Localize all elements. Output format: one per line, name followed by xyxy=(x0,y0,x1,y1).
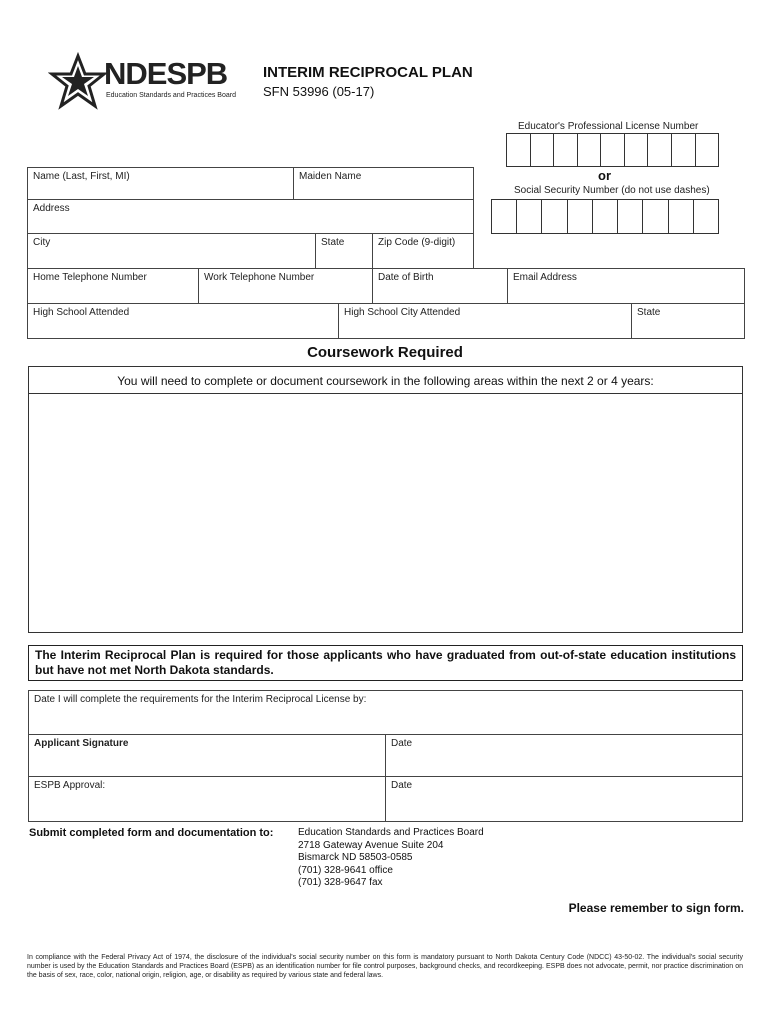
address-line: 2718 Gateway Avenue Suite 204 xyxy=(298,839,444,851)
hs-attended-field[interactable] xyxy=(27,303,339,339)
zip-label: Zip Code (9-digit) xyxy=(378,237,456,248)
dob-field[interactable] xyxy=(372,268,508,304)
name-label: Name (Last, First, MI) xyxy=(33,171,130,182)
ssn-field[interactable] xyxy=(491,199,719,234)
address-line: (701) 328-9641 office xyxy=(298,864,393,876)
hs-attended-label: High School Attended xyxy=(33,307,130,318)
applicant-signature-field[interactable] xyxy=(28,734,386,777)
home-phone-field[interactable] xyxy=(27,268,199,304)
completion-date-label: Date I will complete the requirements for the Interim Reciprocal License by: xyxy=(34,694,367,705)
work-phone-label: Work Telephone Number xyxy=(204,272,315,283)
coursework-heading: Coursework Required xyxy=(307,344,463,361)
signature-date-field[interactable] xyxy=(385,734,743,777)
hs-city-field[interactable] xyxy=(338,303,632,339)
submit-label: Submit completed form and documentation to: xyxy=(29,827,274,839)
ssn-label: Social Security Number (do not use dashes) xyxy=(514,185,710,196)
hs-city-label: High School City Attended xyxy=(344,307,461,318)
city-label: City xyxy=(33,237,51,248)
notice-text: The Interim Reciprocal Plan is required for those applicants who have graduated from out-of-state education institutions but have not met North Dakota standards. xyxy=(35,648,736,677)
notice-box xyxy=(28,645,743,681)
coursework-instruction-box xyxy=(28,366,743,394)
or-text: or xyxy=(598,168,611,183)
coursework-area[interactable] xyxy=(28,393,743,633)
work-phone-field[interactable] xyxy=(198,268,373,304)
completion-date-field[interactable] xyxy=(28,690,743,735)
address-line: Bismarck ND 58503-0585 xyxy=(298,852,413,863)
logo-subtitle: Education Standards and Practices Board xyxy=(106,92,236,99)
address-field[interactable] xyxy=(27,199,474,234)
approval-date-field[interactable] xyxy=(385,776,743,822)
hs-state-label: State xyxy=(637,307,661,318)
submit-address xyxy=(298,827,484,890)
espb-approval-label: ESPB Approval: xyxy=(34,780,106,791)
license-number-field[interactable] xyxy=(506,133,719,167)
name-field[interactable] xyxy=(27,167,294,200)
city-field[interactable] xyxy=(27,233,316,269)
state-label: State xyxy=(321,237,345,248)
form-number: SFN 53996 (05-17) xyxy=(263,84,375,99)
email-label: Email Address xyxy=(513,272,577,283)
privacy-notice: In compliance with the Federal Privacy Act of 1974, the disclosure of the individual's social security number on this form is mandatory pursuant to North Dakota Century Code (NDCC) 43-50-02. The individual's social security number is used by the Education Standards and Practices Board (ESPB) as an identification number for file control purposes, background checks, and recordkeeping. ESPB does not advocate, permit, nor practice discrimination on the basis of sex, race, color, national origin, religion, age, or disability as required by various state and federal laws. xyxy=(27,954,743,979)
dob-label: Date of Birth xyxy=(378,272,434,283)
license-number-label: Educator's Professional License Number xyxy=(518,121,699,132)
address-line: (701) 328-9647 fax xyxy=(298,877,383,888)
hs-state-field[interactable] xyxy=(631,303,745,339)
espb-approval-field[interactable] xyxy=(28,776,386,822)
state-field[interactable] xyxy=(315,233,373,269)
signature-date-label: Date xyxy=(391,738,413,749)
coursework-instruction: You will need to complete or document coursework in the following areas within the next 2 or 4 years: xyxy=(117,374,654,388)
logo-name: NDESPB xyxy=(104,56,228,91)
maiden-name-field[interactable] xyxy=(293,167,474,200)
address-line: Education Standards and Practices Board xyxy=(298,827,484,838)
zip-field[interactable] xyxy=(372,233,474,269)
sign-reminder: Please remember to sign form. xyxy=(568,901,744,915)
star-logo-icon xyxy=(48,52,108,112)
email-field[interactable] xyxy=(507,268,745,304)
home-phone-label: Home Telephone Number xyxy=(33,272,147,283)
espb-logo xyxy=(48,52,238,112)
maiden-name-label: Maiden Name xyxy=(299,171,362,182)
applicant-signature-label: Applicant Signature xyxy=(34,738,129,749)
form-title: INTERIM RECIPROCAL PLAN xyxy=(263,64,473,81)
approval-date-label: Date xyxy=(391,780,413,791)
address-label: Address xyxy=(33,203,70,214)
